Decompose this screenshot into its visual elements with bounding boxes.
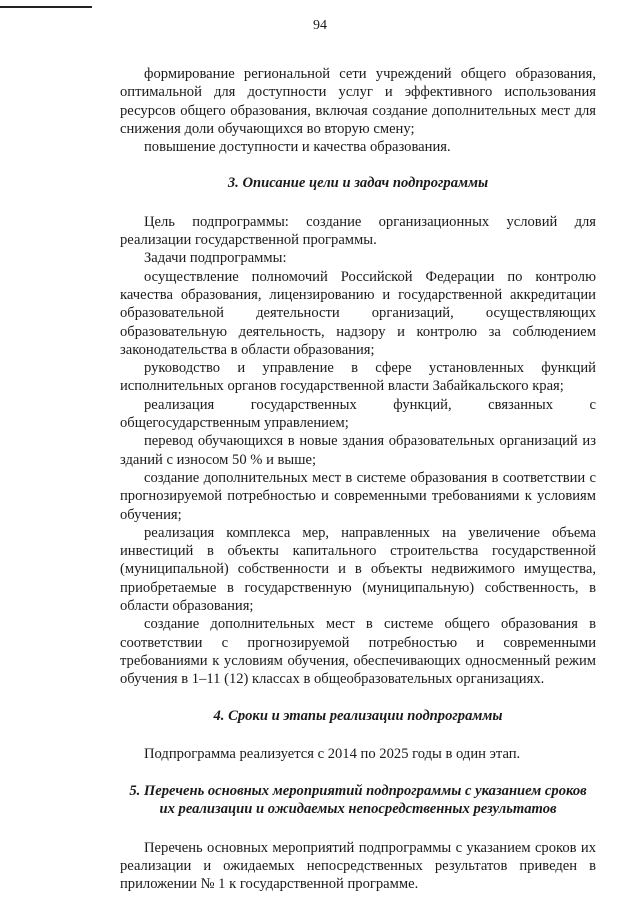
section-3-paragraph: перевод обучающихся в новые здания образовательных организаций из зданий с износом 50 % и выше; bbox=[120, 433, 596, 468]
section-4-heading: 4. Сроки и этапы реализации подпрограммы bbox=[213, 707, 503, 724]
section-4-paragraph: Подпрограмма реализуется с 2014 по 2025 годы в один этап. bbox=[144, 745, 521, 762]
section-3-paragraph: Цель подпрограммы: создание организационных условий для реализации государственной программы. bbox=[120, 213, 596, 249]
intro-paragraph: повышение доступности и качества образования. bbox=[144, 139, 451, 156]
section-3-paragraph: осуществление полномочий Российской Федерации по контролю качества образования, лицензированию и государственной аккредитации образовательной деятельности организаций, осуществляющих образовательную деятельность, надзору и контролю за соблюдением законодательства в области образования; bbox=[120, 268, 596, 358]
section-5-heading: 5. Перечень основных мероприятий подпрограммы с указанием сроков их реализации и ожидаемых непосредственных результатов bbox=[129, 783, 587, 818]
section-3-paragraph: реализация государственных функций, связанных с общегосударственным управлением; bbox=[120, 396, 596, 432]
section-3-heading: 3. Описание цели и задач подпрограммы bbox=[227, 175, 489, 192]
intro-paragraph: формирование региональной сети учреждений общего образования, оптимальной для доступности услуг и эффективного использования ресурсов общего образования, включая создание дополнительных мест для снижения доли обучающихся во вторую смену; bbox=[120, 66, 596, 137]
section-3-paragraph: создание дополнительных мест в системе образования в соответствии с прогнозируемой потребностью и современными требованиями к условиям обучения; bbox=[120, 469, 596, 523]
section-3-paragraph: реализация комплекса мер, направленных на увеличение объема инвестиций в объекты капитального строительства государственной (муниципальной) собственности и в объекты недвижимого имущества, приобретаемые в государственную (муниципальную) собственность, в области образования; bbox=[120, 524, 596, 615]
section-3-paragraph: Задачи подпрограммы: bbox=[144, 250, 287, 267]
section-3-paragraph: создание дополнительных мест в системе общего образования в соответствии с прогнозируемой потребностью и современными требованиями к условиям обучения, обеспечивающих односменный режим обучения в 1–11 (12) классах в общеобразовательных организациях. bbox=[120, 616, 596, 688]
section-3-paragraph: руководство и управление в сфере установленных функций исполнительных органов государственной власти Забайкальского края; bbox=[120, 360, 596, 395]
page-number: 94 bbox=[313, 18, 327, 33]
section-5-paragraph: Перечень основных мероприятий подпрограммы с указанием сроков их реализации и ожидаемых непосредственных результатов приведен в приложении № 1 к государственной программе. bbox=[120, 839, 596, 893]
scan-artifact-line bbox=[0, 6, 92, 8]
document-body bbox=[120, 65, 596, 894]
